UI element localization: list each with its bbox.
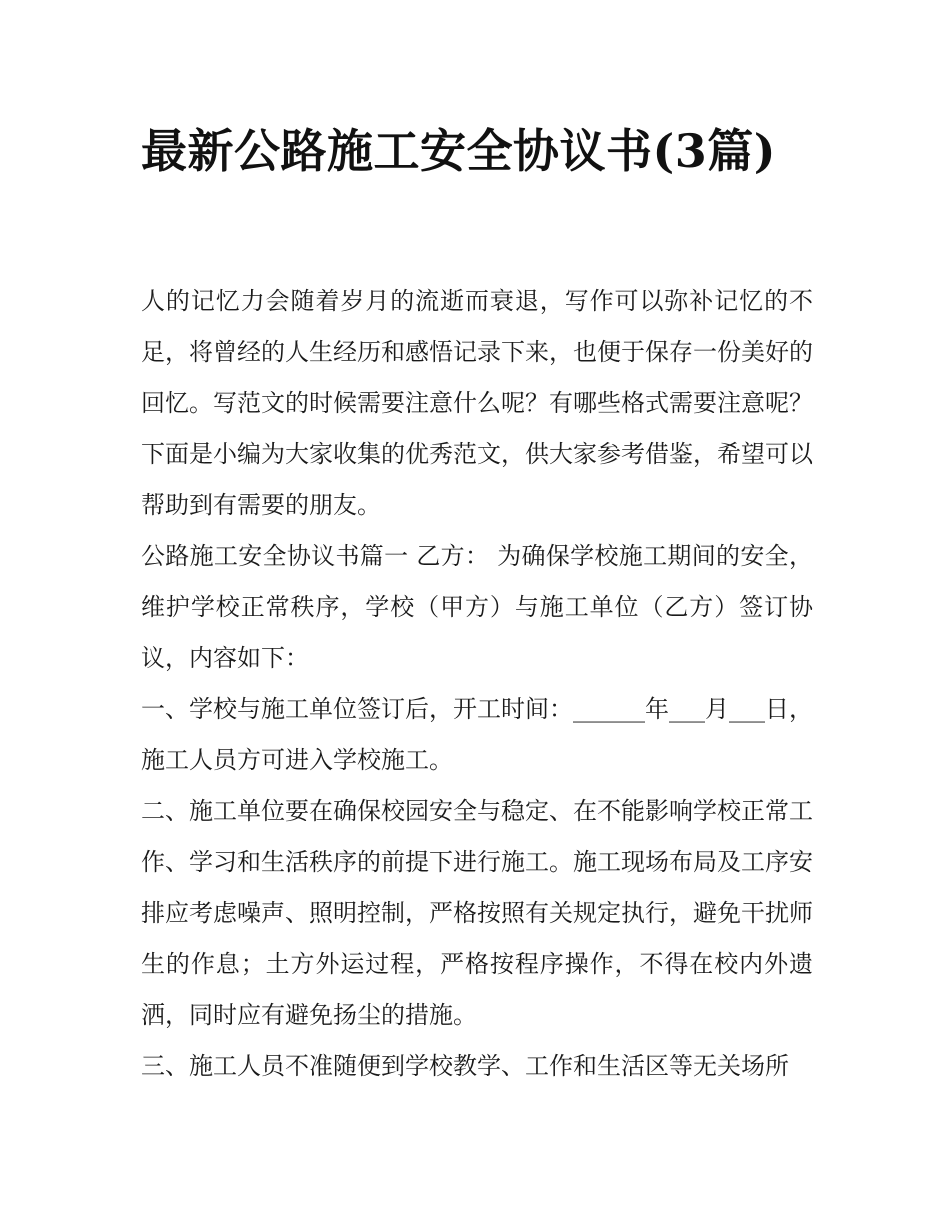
clause-three-paragraph: 三、施工人员不准随便到学校教学、工作和生活区等无关场所	[141, 1052, 789, 1080]
document-title: 最新公路施工安全协议书(3篇)	[141, 124, 777, 178]
intro-paragraph: 人的记忆力会随着岁月的流逝而衰退，写作可以弥补记忆的不足，将曾经的人生经历和感悟记录下来，也便于保存一份美好的回忆。写范文的时候需要注意什么呢？有哪些格式需要注意呢？下面是小编为大家收集的优秀范文，供大家参考借鉴，希望可以帮助到有需要的朋友。	[141, 287, 813, 519]
clause-two-paragraph: 二、施工单位要在确保校园安全与稳定、在不能影响学校正常工作、学习和生活秩序的前提下进行施工。施工现场布局及工序安排应考虑噪声、照明控制，严格按照有关规定执行，避免干扰师生的作息；土方外运过程，严格按程序操作，不得在校内外遗洒，同时应有避免扬尘的措施。	[141, 797, 813, 1029]
clause-one-paragraph: 一、学校与施工单位签订后，开工时间：______年___月___日，施工人员方可进入学校施工。	[141, 695, 813, 774]
section-heading-paragraph: 公路施工安全协议书篇一 乙方： 为确保学校施工期间的安全，维护学校正常秩序，学校（甲方）与施工单位（乙方）签订协议，内容如下：	[141, 542, 813, 672]
document-body	[141, 276, 813, 1092]
